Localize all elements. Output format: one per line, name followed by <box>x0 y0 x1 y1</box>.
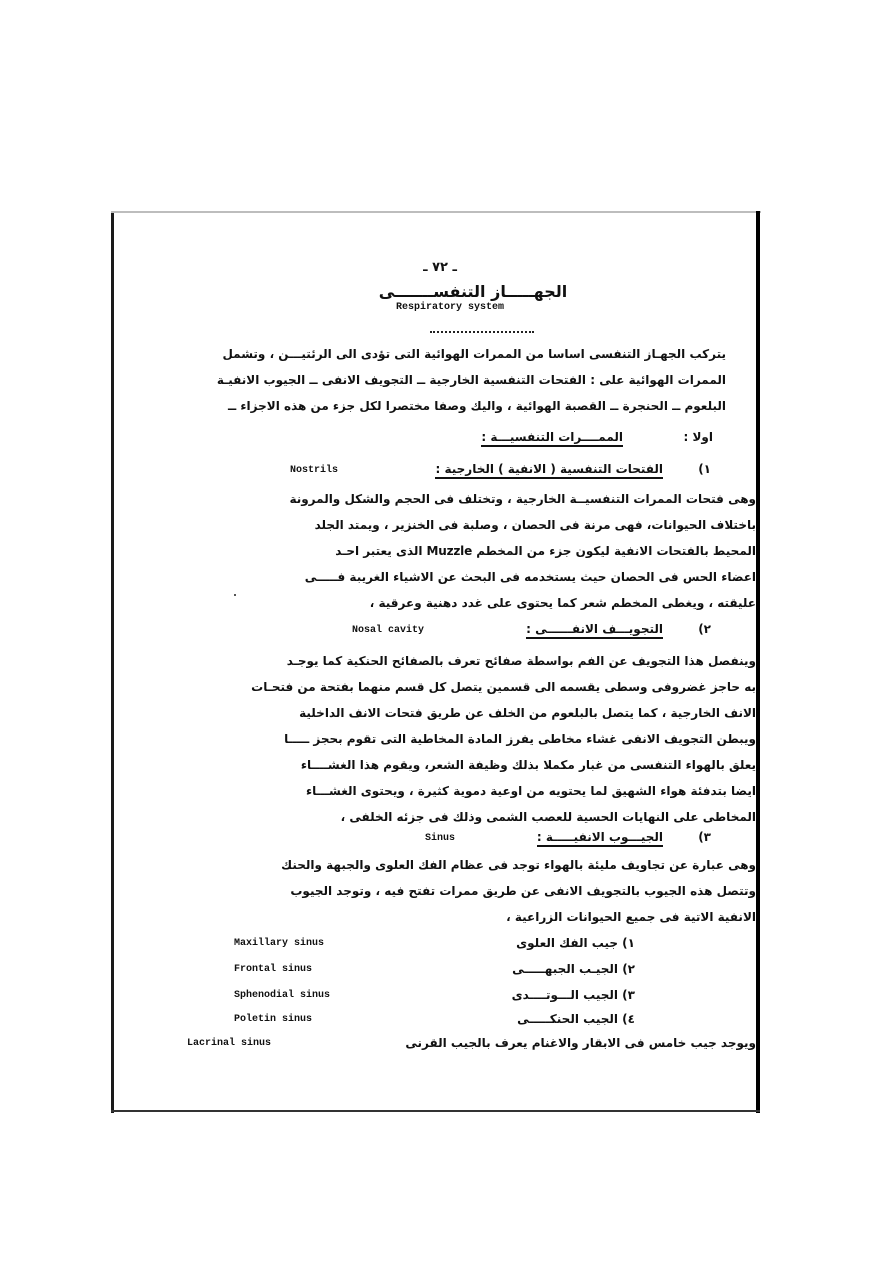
item-text-line: باختلاف الحيوانات، فهى مرنة فى الحصان ، وصلبة فى الخنزير ، ويمتد الجلد <box>314 518 756 532</box>
intro-line: يتركب الجهـاز التنفسى اساسا من الممرات الهوائية التى تؤدى الى الرئتيـــن ، وتشمل <box>222 347 726 361</box>
title-divider <box>430 331 534 333</box>
item-title-ar: الفتحات التنفسية ( الانفية ) الخارجية : <box>435 462 663 479</box>
page-title-en: Respiratory system <box>395 302 505 313</box>
sinus-item-en: Poletin sinus <box>234 1014 313 1025</box>
item-text-line: ايضا بتدفئة هواء الشهيق لما يحتويه من اوعية دموية كثيرة ، ويحتوى الغشـــاء <box>306 784 756 798</box>
item-text-line: وهى فتحات الممرات التنفسيــة الخارجية ، وتختلف فى الحجم والشكل والمرونة <box>289 492 756 506</box>
item-text-line: المخاطى على النهايات الحسية للعصب الشمى وذلك فى جزئه الخلفى ، <box>340 810 756 824</box>
sinus-item-en: Frontal sinus <box>234 964 313 975</box>
item-title-en: Nosal cavity <box>352 625 425 636</box>
item-text-line: وهى عبارة عن تجاويف مليئة بالهواء توجد فى عظام الفك العلوى والجبهة والحنك <box>281 858 756 872</box>
footer-text-ar: ويوجد جيب خامس فى الابقار والاغنام يعرف بالجيب القرنى <box>405 1036 756 1050</box>
item-title-en: Nostrils <box>290 465 339 476</box>
section-title: الممــــرات التنفسيـــة : <box>481 430 623 447</box>
intro-line: الممرات الهوائية على : الفتحات التنفسية الخارجية ــ التجويف الانفى ــ الجيوب الانفيـة <box>216 373 726 387</box>
item-text-line: يعلق بالهواء التنفسى من غبار مكملا بذلك وظيفة الشعر، ويقوم هذا الغشــــاء <box>300 758 756 772</box>
footer-text-en: Lacrinal sinus <box>187 1038 272 1049</box>
scan-edge-top <box>111 211 761 213</box>
item-text-line: عليقته ، ويغطى المخطم شعر كما يحتوى على غدد دهنية وعرقية ، <box>369 596 756 610</box>
scan-edge-right <box>756 211 760 1113</box>
item-number: ٢) <box>698 622 711 636</box>
item-title-en: Sinus <box>425 833 456 844</box>
sinus-item-ar: ٤) الجيب الحنكـــــى <box>517 1012 635 1026</box>
item-text-line: ويبطن التجويف الانفى غشاء مخاطى يفرز المادة المخاطية التى تقوم بحجز ـــــا <box>284 732 756 746</box>
item-text-line: به حاجز غضروفى وسطى يقسمه الى قسمين يتصل كل قسم منهما بفتحة من فتحـات <box>251 680 756 694</box>
scan-edge-bottom <box>111 1110 760 1112</box>
item-text-line: وتتصل هذه الجيوب بالتجويف الانفى عن طريق ممرات تفتح فيه ، وتوجد الجيوب <box>290 884 756 898</box>
scan-speck <box>234 594 236 596</box>
item-text-line: الانفية الاتية فى جميع الحيوانات الزراعية ، <box>506 910 756 924</box>
item-text-line: المحيط بالفتحات الانفية ليكون جزء من المخطم Muzzle الذى يعتبر احـد <box>335 544 756 558</box>
sinus-item-ar: ٢) الجيـب الجبهـــــى <box>512 962 635 976</box>
item-title-ar: الجيـــوب الانفيـــــة : <box>537 830 663 847</box>
item-number: ١) <box>698 462 711 476</box>
section-label: اولا : <box>683 430 713 444</box>
sinus-item-ar: ٣) الجيب الـــوتــــدى <box>511 988 635 1002</box>
sinus-item-en: Maxillary sinus <box>234 938 325 949</box>
item-title-ar: التجويـــف الانفــــــى : <box>526 622 663 639</box>
sinus-item-en: Sphenodial sinus <box>234 990 331 1001</box>
item-text-line: اعضاء الحس فى الحصان حيث يستخدمه فى البحث عن الاشياء الغريبة فـــــى <box>304 570 756 584</box>
item-number: ٣) <box>698 830 711 844</box>
sinus-item-ar: ١) جيب الفك العلوى <box>516 936 635 950</box>
item-text-line: وينفصل هذا التجويف عن الفم بواسطة صفائح تعرف بالصفائح الحنكية كما يوجـد <box>286 654 756 668</box>
item-text-line: الانف الخارجية ، كما يتصل بالبلعوم من الخلف عن طريق فتحات الانف الداخلية <box>299 706 756 720</box>
intro-line: البلعوم ــ الحنجرة ــ القصبة الهوائية ، واليك وصفا مختصرا لكل جزء من هذه الاجزاء ــ <box>228 399 726 413</box>
scan-edge-left <box>111 211 114 1113</box>
page-title-ar: الجهـــــاز التنفســـــــى <box>378 282 568 301</box>
page-number: ـ ٧٢ ـ <box>423 260 457 275</box>
